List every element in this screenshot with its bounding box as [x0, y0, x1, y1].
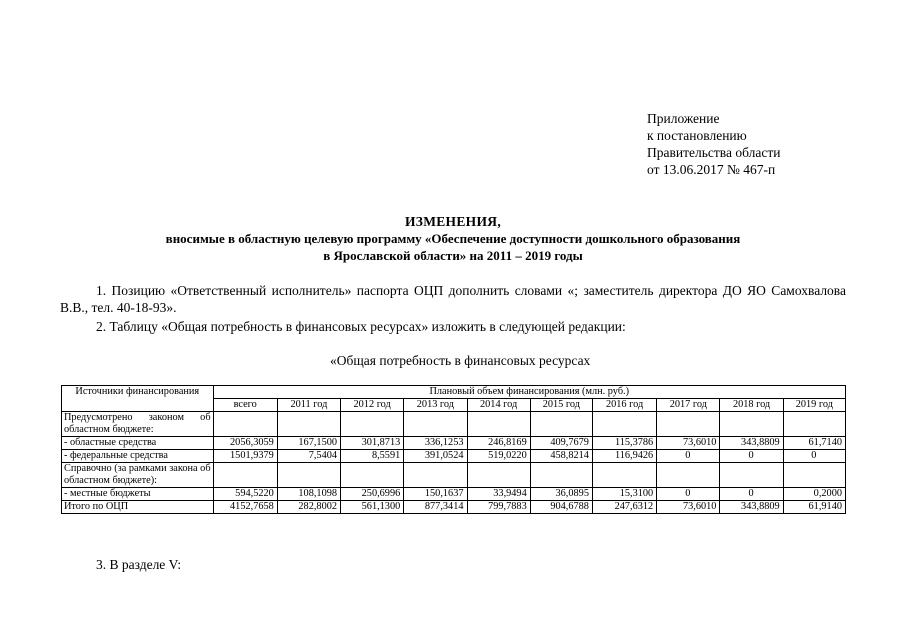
table-cell: 594,5220 — [213, 488, 277, 501]
table-cell — [341, 412, 404, 437]
table-cell — [213, 463, 277, 488]
table-cell: 409,7679 — [530, 437, 592, 450]
table-cell: 250,6996 — [341, 488, 404, 501]
column-header: 2012 год — [341, 399, 404, 412]
column-header: 2017 год — [657, 399, 720, 412]
row-label: Справочно (за рамками закона об областном бюджете): — [62, 463, 214, 488]
column-header: 2011 год — [277, 399, 340, 412]
table-cell: 73,6010 — [657, 501, 720, 514]
appendix-block — [647, 110, 780, 178]
paragraph-2-text: 2. Таблицу «Общая потребность в финансовых ресурсах» изложить в следующей редакции: — [96, 319, 626, 334]
table-cell: 0 — [720, 450, 783, 463]
table-cell: 343,8809 — [720, 501, 783, 514]
heading-title: ИЗМЕНЕНИЯ, — [404, 214, 501, 229]
table-cell — [657, 463, 720, 488]
table-cell: 904,6788 — [530, 501, 592, 514]
table-cell: 61,9140 — [783, 501, 845, 514]
table-cell — [592, 463, 656, 488]
paragraph-2 — [60, 318, 846, 335]
table-cell — [530, 463, 592, 488]
heading-subtitle-line: вносимые в областную целевую программу «Обеспечение доступности дошкольного образования — [165, 231, 741, 246]
column-header: 2014 год — [467, 399, 530, 412]
table-cell: 0 — [657, 488, 720, 501]
paragraph-1-text: 1. Позицию «Ответственный исполнитель» паспорта ОЦП дополнить словами «; заместитель директора ДО ЯО Самохвалова В.В., тел. 40-18-93». — [60, 283, 846, 315]
table-cell — [213, 412, 277, 437]
appendix-line: Правительства области — [647, 145, 781, 160]
table-cell: 116,9426 — [592, 450, 656, 463]
row-label: - федеральные средства — [62, 450, 214, 463]
table-cell: 519,0220 — [467, 450, 530, 463]
plan-header: Плановый объем финансирования (млн. руб.) — [213, 386, 845, 399]
table-cell: 33,9494 — [467, 488, 530, 501]
table-cell — [277, 463, 340, 488]
column-header: 2019 год — [783, 399, 845, 412]
column-header: всего — [213, 399, 277, 412]
table-cell: 0,2000 — [783, 488, 845, 501]
table-cell: 36,0895 — [530, 488, 592, 501]
table-cell: 108,1098 — [277, 488, 340, 501]
table-cell — [530, 412, 592, 437]
table-cell: 167,1500 — [277, 437, 340, 450]
heading-subtitle-line: в Ярославской области» на 2011 – 2019 годы — [323, 248, 583, 263]
row-label: Итого по ОЦП — [62, 501, 214, 514]
table-cell: 8,5591 — [341, 450, 404, 463]
table-cell: 336,1253 — [404, 437, 467, 450]
table-cell — [277, 412, 340, 437]
table-cell: 15,3100 — [592, 488, 656, 501]
table-cell: 458,8214 — [530, 450, 592, 463]
paragraph-1 — [60, 282, 846, 316]
table-cell: 301,8713 — [341, 437, 404, 450]
table-row-reference — [62, 463, 846, 488]
column-header: 2013 год — [404, 399, 467, 412]
table-cell: 4152,7658 — [213, 501, 277, 514]
table-cell — [720, 412, 783, 437]
table-row-federal — [62, 450, 846, 463]
table-cell — [341, 463, 404, 488]
table-cell: 61,7140 — [783, 437, 845, 450]
financing-table — [61, 385, 846, 514]
table-cell — [783, 412, 845, 437]
table-header-row — [62, 386, 846, 399]
table-row-local — [62, 488, 846, 501]
table-cell: 561,1300 — [341, 501, 404, 514]
table-cell — [657, 412, 720, 437]
table-cell: 247,6312 — [592, 501, 656, 514]
table-cell — [783, 463, 845, 488]
table-cell — [592, 412, 656, 437]
column-header: 2015 год — [530, 399, 592, 412]
table-cell: 282,8002 — [277, 501, 340, 514]
table-row-provided — [62, 412, 846, 437]
appendix-line: Приложение — [647, 111, 720, 126]
table-cell: 2056,3059 — [213, 437, 277, 450]
table-row-total — [62, 501, 846, 514]
document-heading — [60, 213, 846, 264]
table-cell: 799,7883 — [467, 501, 530, 514]
appendix-line: к постановлению — [647, 128, 747, 143]
table-cell: 391,0524 — [404, 450, 467, 463]
row-label: - областные средства — [62, 437, 214, 450]
row-label: Предусмотрено законом об областном бюджете: — [62, 412, 214, 437]
column-header: 2018 год — [720, 399, 783, 412]
row-label: - местные бюджеты — [62, 488, 214, 501]
table-cell: 246,8169 — [467, 437, 530, 450]
table-cell: 7,5404 — [277, 450, 340, 463]
table-cell: 0 — [720, 488, 783, 501]
table-cell: 343,8809 — [720, 437, 783, 450]
table-cell: 73,6010 — [657, 437, 720, 450]
column-header: 2016 год — [592, 399, 656, 412]
paragraph-3: 3. В разделе V: — [96, 557, 182, 572]
table-cell — [467, 412, 530, 437]
table-cell: 115,3786 — [592, 437, 656, 450]
table-cell: 877,3414 — [404, 501, 467, 514]
table-cell — [467, 463, 530, 488]
table-cell: 1501,9379 — [213, 450, 277, 463]
table-cell: 0 — [657, 450, 720, 463]
source-header: Источники финансирования — [62, 386, 214, 412]
table-cell: 0 — [783, 450, 845, 463]
table-cell — [720, 463, 783, 488]
table-cell — [404, 463, 467, 488]
table-cell — [404, 412, 467, 437]
table-caption: «Общая потребность в финансовых ресурсах — [330, 353, 591, 368]
table-row-regional — [62, 437, 846, 450]
appendix-date-line: от 13.06.2017 № 467-п — [647, 162, 776, 177]
table-cell: 150,1637 — [404, 488, 467, 501]
